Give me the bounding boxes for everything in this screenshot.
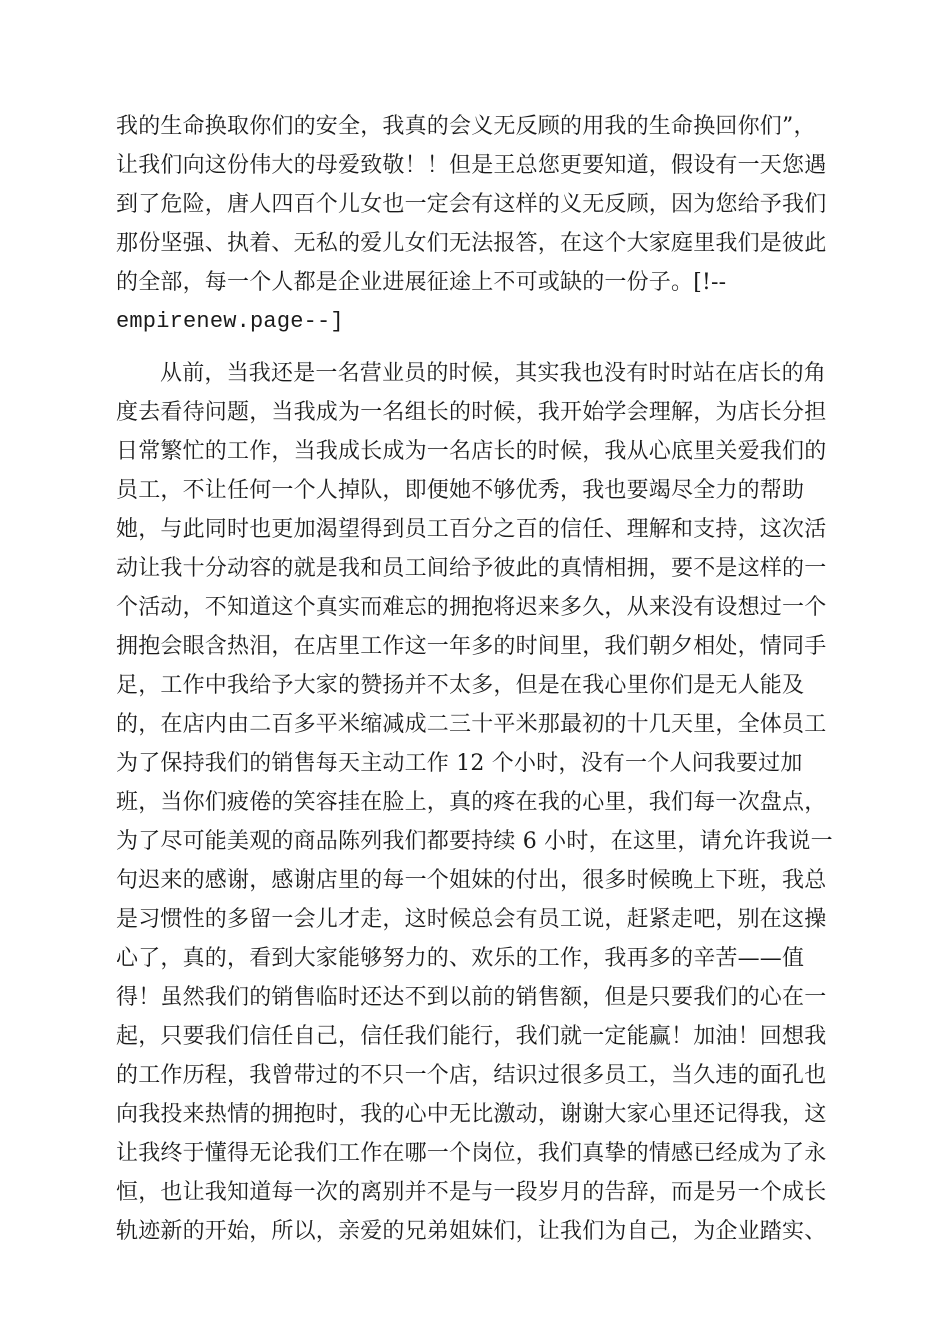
text-line: 班，当你们疲倦的笑容挂在脸上，真的疼在我的心里，我们每一次盘点， bbox=[116, 790, 827, 815]
text-line: 起，只要我们信任自己，信任我们能行，我们就一定能赢！加油！回想我 bbox=[116, 1024, 827, 1049]
text-line: 动让我十分动容的就是我和员工间给予彼此的真情相拥，要不是这样的一 bbox=[116, 556, 827, 581]
text-line: 心了，真的，看到大家能够努力的、欢乐的工作，我再多的辛苦——值 bbox=[116, 946, 805, 971]
text-line: 个活动，不知道这个真实而难忘的拥抱将迟来多久，从来没有设想过一个 bbox=[116, 595, 827, 620]
text-line: 拥抱会眼含热泪，在店里工作这一年多的时间里，我们朝夕相处，情同手 bbox=[116, 634, 827, 659]
text-line: 员工，不让任何一个人掉队，即便她不够优秀，我也要竭尽全力的帮助 bbox=[116, 478, 805, 503]
text-line: 向我投来热情的拥抱时，我的心中无比激动，谢谢大家心里还记得我，这 bbox=[116, 1102, 827, 1127]
text-line: 为了尽可能美观的商品陈列我们都要持续 6 小时，在这里，请允许我说一 bbox=[116, 829, 833, 854]
text-line: 句迟来的感谢，感谢店里的每一个姐妹的付出，很多时候晚上下班，我总 bbox=[116, 868, 827, 893]
text-line: 让我们向这份伟大的母爱致敬！！但是王总您更要知道，假设有一天您遇 bbox=[116, 153, 827, 178]
text-line: 到了危险，唐人四百个儿女也一定会有这样的义无反顾，因为您给予我们 bbox=[116, 192, 827, 217]
text-line: 从前，当我还是一名营业员的时候，其实我也没有时时站在店长的角 bbox=[160, 361, 827, 386]
text-line: 让我终于懂得无论我们工作在哪一个岗位，我们真挚的情感已经成为了永 bbox=[116, 1141, 827, 1166]
text-line: 那份坚强、执着、无私的爱儿女们无法报答，在这个大家庭里我们是彼此 bbox=[116, 231, 827, 256]
text-line: 她，与此同时也更加渴望得到员工百分之百的信任、理解和支持，这次活 bbox=[116, 517, 827, 542]
text-line: 轨迹新的开始，所以，亲爱的兄弟姐妹们，让我们为自己，为企业踏实、 bbox=[116, 1219, 827, 1244]
text-line: 恒，也让我知道每一次的离别并不是与一段岁月的告辞，而是另一个成长 bbox=[116, 1180, 827, 1205]
text-line: 是习惯性的多留一会儿才走，这时候总会有员工说，赶紧走吧，别在这操 bbox=[116, 907, 827, 932]
text-line: 的，在店内由二百多平米缩减成二三十平米那最初的十几天里，全体员工 bbox=[116, 712, 827, 737]
text-line: 的全部，每一个人都是企业进展征途上不可或缺的一份子。[!-- bbox=[116, 270, 727, 295]
text-line: 的工作历程，我曾带过的不只一个店，结识过很多员工，当久违的面孔也 bbox=[116, 1063, 827, 1088]
text-line: 我的生命换取你们的安全，我真的会义无反顾的用我的生命换回你们”， bbox=[116, 114, 816, 139]
text-line: 得！虽然我们的销售临时还达不到以前的销售额，但是只要我们的心在一 bbox=[116, 985, 827, 1010]
page-break-marker: empirenew.page--] bbox=[116, 309, 344, 334]
text-line: 日常繁忙的工作，当我成长成为一名店长的时候，我从心底里关爱我们的 bbox=[116, 439, 827, 464]
text-line: 足，工作中我给予大家的赞扬并不太多，但是在我心里你们是无人能及 bbox=[116, 673, 805, 698]
text-line: 度去看待问题，当我成为一名组长的时候，我开始学会理解，为店长分担 bbox=[116, 400, 827, 425]
text-line: 为了保持我们的销售每天主动工作 12 个小时，没有一个人问我要过加 bbox=[116, 751, 803, 776]
